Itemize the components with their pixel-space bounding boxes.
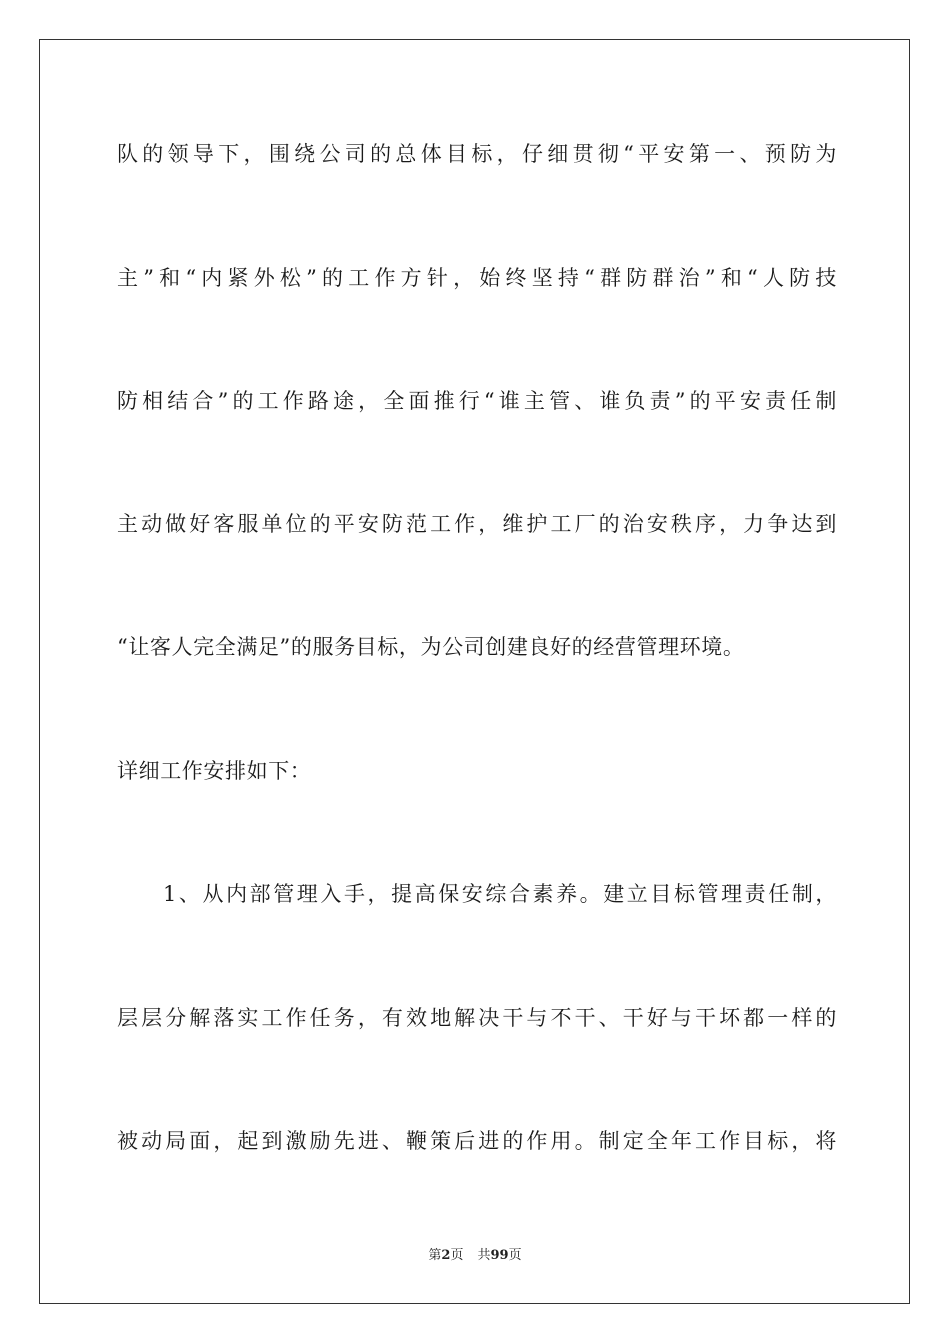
page-footer xyxy=(0,1247,950,1265)
paragraph-line: 被动局面，起到激励先进、鞭策后进的作用。制定全年工作目标，将 xyxy=(117,1129,837,1153)
paragraph-line: 主动做好客服单位的平安防范工作，维护工厂的治安秩序，力争达到 xyxy=(117,512,837,536)
paragraph-line: 防相结合”的工作路途，全面推行“谁主管、谁负责”的平安责任制 xyxy=(117,389,837,413)
paragraph-line: 主”和“内紧外松”的工作方针，始终坚持“群防群治”和“人防技 xyxy=(117,266,837,290)
paragraph-line: “让客人完全满足”的服务目标，为公司创建良好的经营管理环境。 xyxy=(117,635,745,659)
total-prefix: 共 xyxy=(477,1248,491,1263)
total-unit: 页 xyxy=(508,1248,522,1263)
current-page-number: 2 xyxy=(441,1248,451,1263)
page-prefix: 第 xyxy=(428,1248,442,1263)
paragraph-line: 层层分解落实工作任务，有效地解决干与不干、干好与干坏都一样的 xyxy=(117,1006,837,1030)
page-border xyxy=(39,39,910,1304)
page-unit: 页 xyxy=(450,1248,464,1263)
section-intro-line: 详细工作安排如下： xyxy=(117,759,312,783)
list-item-line: 1、从内部管理入手，提高保安综合素养。建立目标管理责任制， xyxy=(163,882,837,906)
total-page-count: 99 xyxy=(490,1248,509,1263)
paragraph-line: 队的领导下，围绕公司的总体目标，仔细贯彻“平安第一、预防为 xyxy=(117,142,837,166)
